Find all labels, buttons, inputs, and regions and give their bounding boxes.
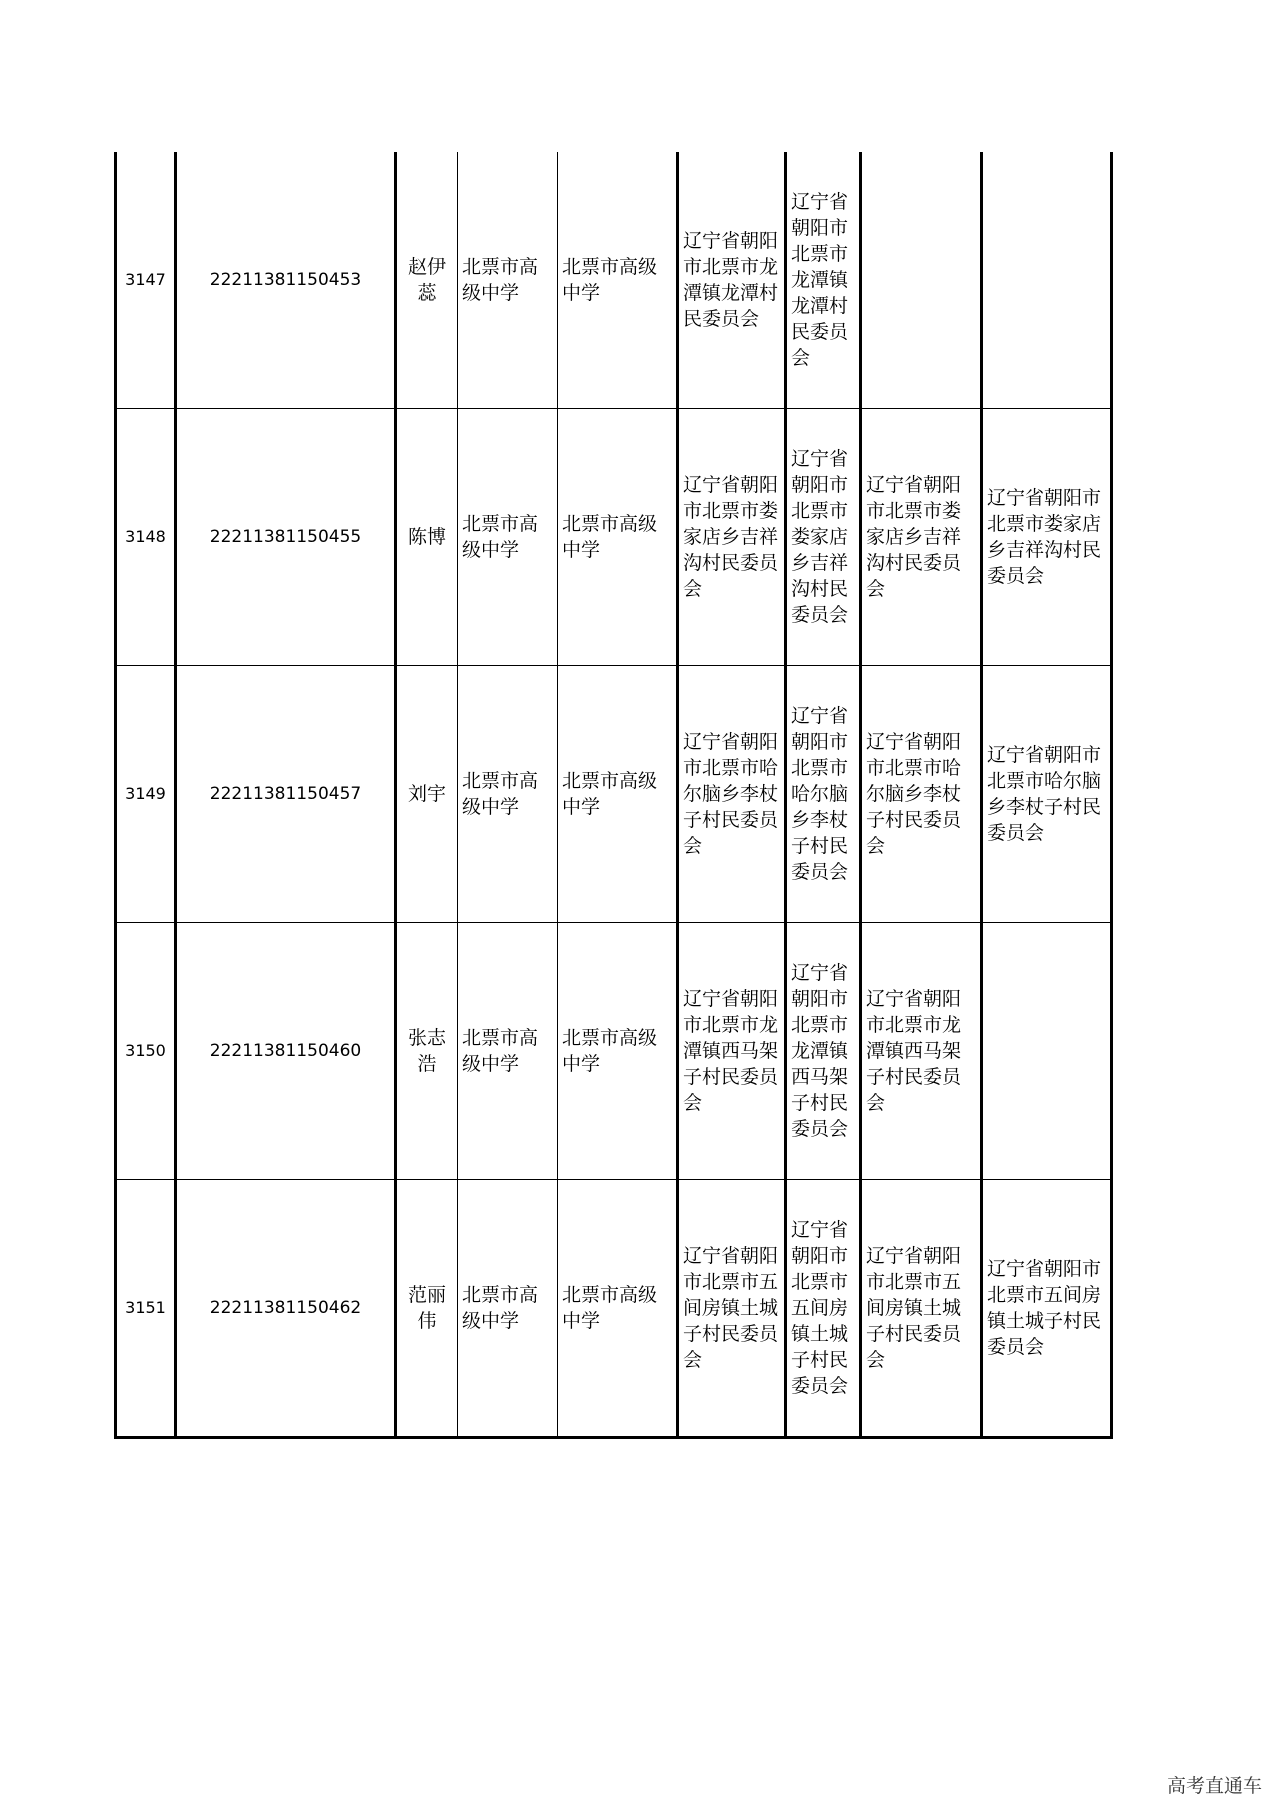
address-3: 辽宁省朝阳市北票市龙潭镇西马架子村民委员会: [861, 923, 982, 1180]
student-name: 张志浩: [396, 923, 458, 1180]
student-name: 赵伊蕊: [396, 152, 458, 409]
seq-number: 3149: [116, 666, 176, 923]
table-row: [116, 1180, 1112, 1438]
exam-id: 22211381150460: [176, 923, 396, 1180]
school-applied: 北票市高级中学: [458, 923, 558, 1180]
address-2: 辽宁省朝阳市北票市娄家店乡吉祥沟村民委员会: [786, 409, 861, 666]
address-3: 辽宁省朝阳市北票市娄家店乡吉祥沟村民委员会: [861, 409, 982, 666]
address-2: 辽宁省朝阳市北票市五间房镇土城子村民委员会: [786, 1180, 861, 1438]
exam-id: 22211381150462: [176, 1180, 396, 1438]
address-1: 辽宁省朝阳市北票市五间房镇土城子村民委员会: [678, 1180, 786, 1438]
school-admitted: 北票市高级中学: [558, 1180, 678, 1438]
seq-number: 3148: [116, 409, 176, 666]
address-4: [982, 923, 1112, 1180]
exam-id: 22211381150455: [176, 409, 396, 666]
address-1: 辽宁省朝阳市北票市龙潭镇西马架子村民委员会: [678, 923, 786, 1180]
address-4: 辽宁省朝阳市北票市娄家店乡吉祥沟村民委员会: [982, 409, 1112, 666]
school-admitted: 北票市高级中学: [558, 152, 678, 409]
table-row: [116, 923, 1112, 1180]
school-admitted: 北票市高级中学: [558, 923, 678, 1180]
student-name: 范丽伟: [396, 1180, 458, 1438]
address-3: [861, 152, 982, 409]
address-3: 辽宁省朝阳市北票市哈尔脑乡李杖子村民委员会: [861, 666, 982, 923]
address-2: 辽宁省朝阳市北票市龙潭镇西马架子村民委员会: [786, 923, 861, 1180]
school-applied: 北票市高级中学: [458, 1180, 558, 1438]
address-4: [982, 152, 1112, 409]
school-admitted: 北票市高级中学: [558, 409, 678, 666]
student-name: 刘宇: [396, 666, 458, 923]
address-4: 辽宁省朝阳市北票市五间房镇土城子村民委员会: [982, 1180, 1112, 1438]
address-1: 辽宁省朝阳市北票市娄家店乡吉祥沟村民委员会: [678, 409, 786, 666]
school-applied: 北票市高级中学: [458, 152, 558, 409]
table-row: [116, 409, 1112, 666]
address-1: 辽宁省朝阳市北票市哈尔脑乡李杖子村民委员会: [678, 666, 786, 923]
address-4: 辽宁省朝阳市北票市哈尔脑乡李杖子村民委员会: [982, 666, 1112, 923]
student-name: 陈博: [396, 409, 458, 666]
table-row: [116, 666, 1112, 923]
exam-id: 22211381150457: [176, 666, 396, 923]
address-3: 辽宁省朝阳市北票市五间房镇土城子村民委员会: [861, 1180, 982, 1438]
address-1: 辽宁省朝阳市北票市龙潭镇龙潭村民委员会: [678, 152, 786, 409]
school-admitted: 北票市高级中学: [558, 666, 678, 923]
school-applied: 北票市高级中学: [458, 409, 558, 666]
school-applied: 北票市高级中学: [458, 666, 558, 923]
records-table: [114, 152, 1113, 1439]
seq-number: 3151: [116, 1180, 176, 1438]
table-body: [116, 152, 1112, 1438]
seq-number: 3150: [116, 923, 176, 1180]
exam-id: 22211381150453: [176, 152, 396, 409]
table-row: [116, 152, 1112, 409]
watermark: 高考直通车: [1166, 1775, 1262, 1797]
address-2: 辽宁省朝阳市北票市龙潭镇龙潭村民委员会: [786, 152, 861, 409]
seq-number: 3147: [116, 152, 176, 409]
address-2: 辽宁省朝阳市北票市哈尔脑乡李杖子村民委员会: [786, 666, 861, 923]
